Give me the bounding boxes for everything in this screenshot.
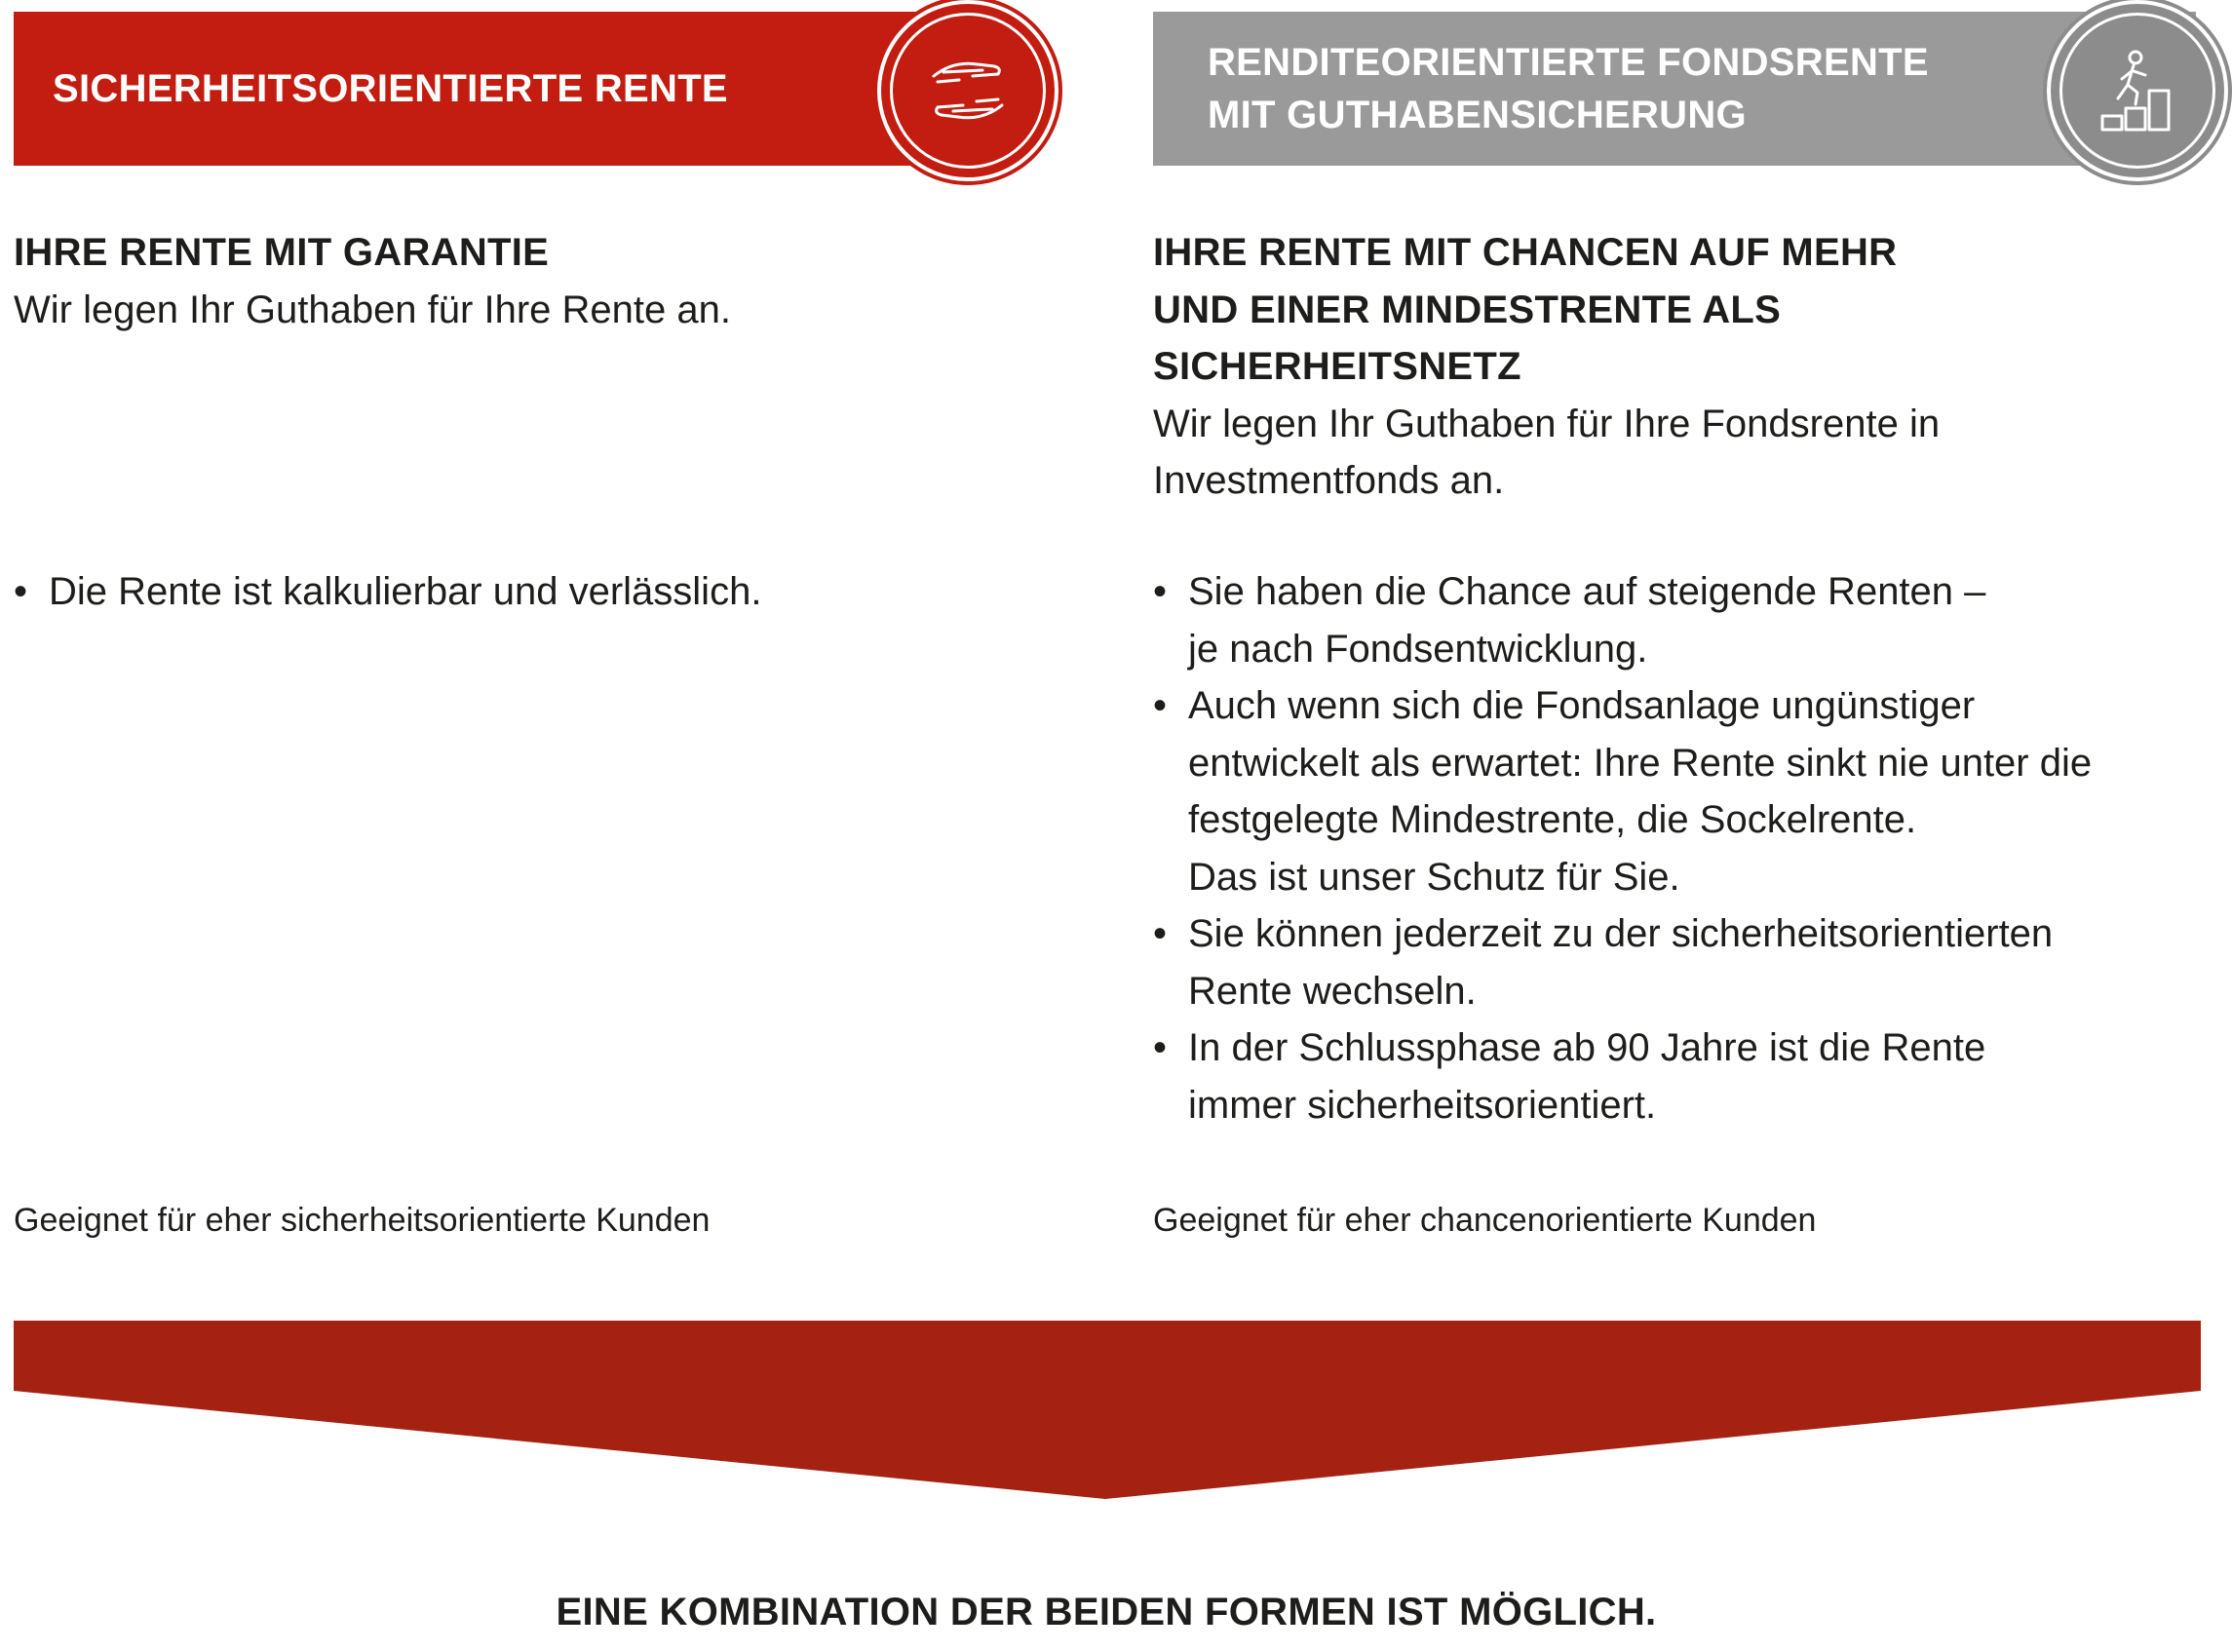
- fund-annuity-badge: [2047, 0, 2228, 181]
- fund-annuity-intro: Wir legen Ihr Guthaben für Ihre Fondsrente in Investmentfonds an.: [1153, 402, 1941, 502]
- combination-note: EINE KOMBINATION DER BEIDEN FORMEN IST MÖGLICH.: [556, 1591, 1657, 1633]
- bullet: •: [1153, 1026, 1168, 1069]
- fund-annuity-suitability: Geeignet für eher chancenorientierte Kunden: [1153, 1202, 1817, 1239]
- list-item: • Die Rente ist kalkulierbar und verlässlich.: [14, 563, 1086, 621]
- safety-annuity-title: SICHERHEITSORIENTIERTE RENTE: [53, 67, 728, 110]
- person-climbing-steps-icon: [2089, 42, 2186, 139]
- safety-annuity-banner: [14, 12, 1006, 166]
- safety-annuity-description: [14, 224, 1086, 338]
- bullet: •: [1153, 684, 1168, 727]
- list-item: • In der Schlussphase ab 90 Jahre ist die Rente immer sicherheitsorientiert.: [1153, 1019, 2225, 1133]
- list-item: • Sie können jederzeit zu der sicherheitsorientierten Rente wechseln.: [1153, 905, 2225, 1019]
- safety-annuity-heading: IHRE RENTE MIT GARANTIE: [14, 231, 550, 274]
- hands-icon: [924, 47, 1012, 134]
- fund-annuity-description: [1153, 224, 2215, 510]
- merge-arrow: [14, 1321, 2201, 1499]
- bullet: •: [1153, 570, 1168, 613]
- bullet: •: [14, 570, 28, 613]
- fund-annuity-points: [1153, 563, 2225, 1133]
- list-item: • Auch wenn sich die Fondsanlage ungünstiger entwickelt als erwartet: Ihre Rente sinkt nie unter die festgelegte Mindestrente, die Sockelrente. Das ist unser Schutz für Sie.: [1153, 677, 2225, 905]
- safety-annuity-suitability: Geeignet für eher sicherheitsorientierte Kunden: [14, 1202, 711, 1239]
- safety-annuity-points: [14, 563, 1086, 621]
- list-item: • Sie haben die Chance auf steigende Renten – je nach Fondsentwicklung.: [1153, 563, 2225, 677]
- safety-annuity-intro: Wir legen Ihr Guthaben für Ihre Rente an.: [14, 288, 731, 331]
- bullet: •: [1153, 912, 1168, 955]
- safety-annuity-badge: [877, 0, 1058, 181]
- fund-annuity-heading: IHRE RENTE MIT CHANCEN AUF MEHR UND EINER MINDESTRENTE ALS SICHERHEITSNETZ: [1153, 231, 1898, 388]
- fund-annuity-banner: [1153, 12, 2196, 166]
- fund-annuity-title: RENDITEORIENTIERTE FONDSRENTE MIT GUTHABENSICHERUNG: [1208, 41, 1929, 136]
